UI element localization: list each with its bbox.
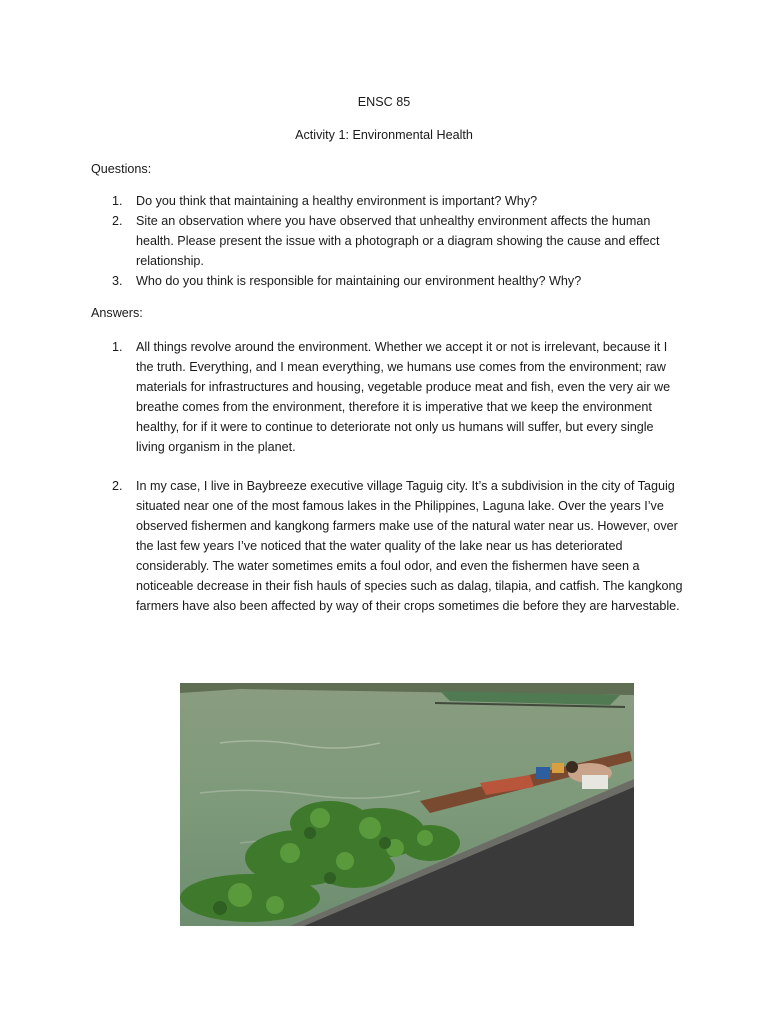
activity-title: Activity 1: Environmental Health [295, 128, 473, 142]
questions-heading: Questions: [91, 162, 152, 176]
questions-list [112, 191, 672, 291]
lake-photograph [180, 683, 634, 926]
answer-item [112, 337, 684, 457]
question-item [112, 271, 672, 291]
answer-text: In my case, I live in Baybreeze executive village Taguig city. It’s a subdivision in the city of Taguig situated near one of the most famous lakes in the Philippines, Laguna lake. Over the years I’ve observed fishermen and kangkong farmers make use of the natural water near us. However, over the last few years I’ve noticed that the water quality of the lake near us has deteriorated considerably. The water sometimes emits a foul odor, and even the fishermen have seen a noticeable decrease in their fish hauls of species such as dalag, tilapia, and catfish. The kangkong farmers have also been affected by way of their crops sometimes die before they are harvestable. [136, 479, 683, 613]
question-text: Do you think that maintaining a healthy environment is important? Why? [136, 194, 538, 208]
question-text: Who do you think is responsible for maintaining our environment healthy? Why? [136, 274, 582, 288]
question-number: 3. [112, 274, 123, 288]
answer-text: All things revolve around the environment. Whether we accept it or not is irrelevant, because it I the truth. Everything, and I mean everything, we humans use comes from the environment; raw materials for infrastructures and housing, vegetable produce meat and fish, even the very air we breathe comes from the environment, therefore it is imperative that we keep the environment healthy, for if it were to continue to deteriorate not only us humans will suffer, but every single living organism in the planet. [136, 340, 671, 454]
question-item [112, 211, 672, 271]
question-number: 2. [112, 214, 123, 228]
answers-heading: Answers: [91, 306, 143, 320]
course-code: ENSC 85 [357, 95, 411, 109]
answers-list-continued [112, 476, 684, 616]
question-item [112, 191, 672, 211]
answer-item [112, 476, 684, 616]
question-text: Site an observation where you have observed that unhealthy environment affects the human health. Please present the issue with a photograph or a diagram showing the cause and effect relationship. [136, 214, 660, 268]
lake-photograph-illustration [180, 683, 634, 926]
answer-number: 2. [112, 479, 123, 493]
answer-number: 1. [112, 340, 123, 354]
answers-list [112, 337, 684, 457]
question-number: 1. [112, 194, 123, 208]
